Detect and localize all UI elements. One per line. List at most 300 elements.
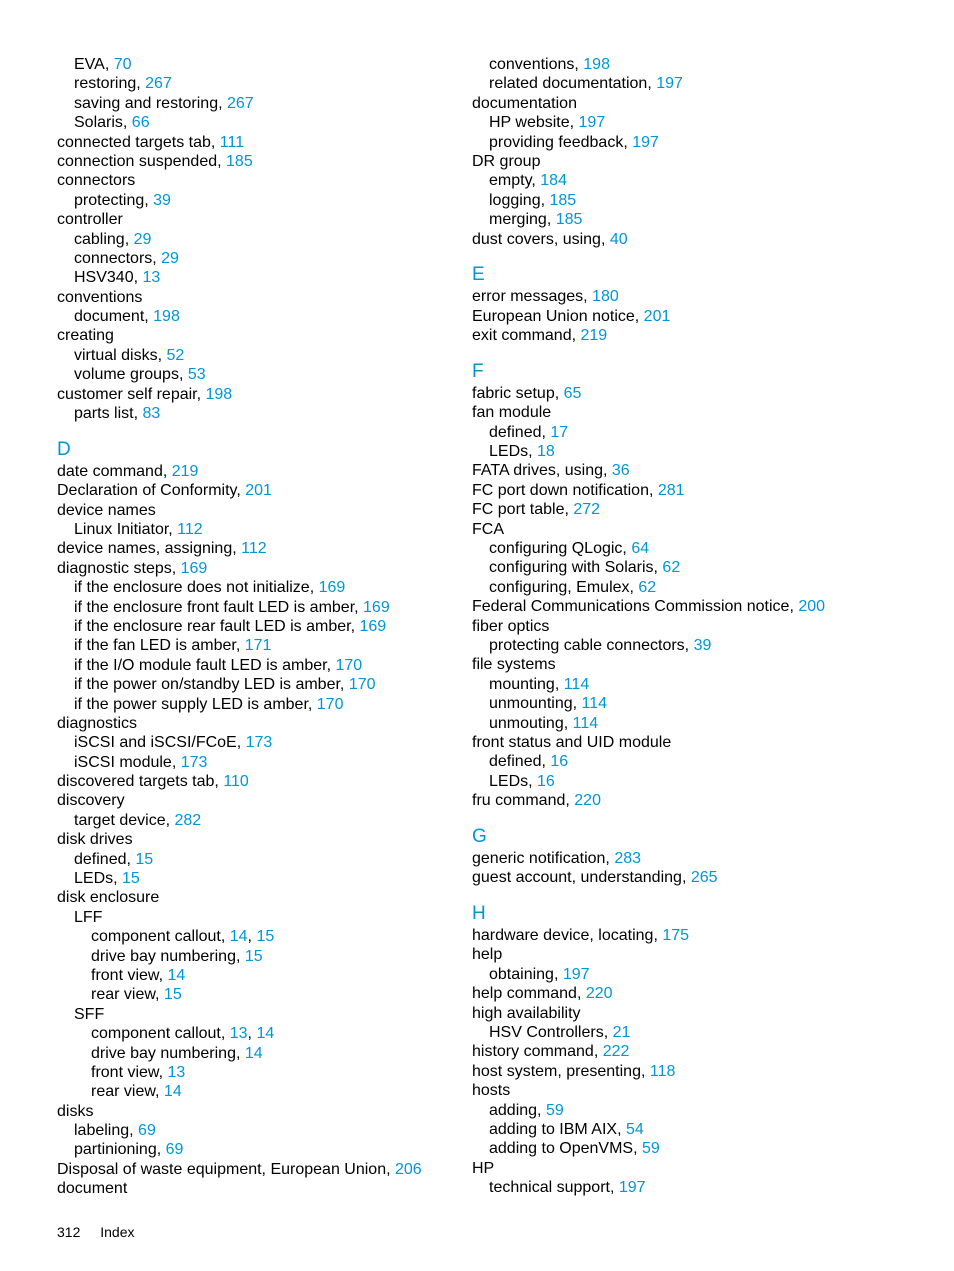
index-entry — [57, 1024, 457, 1043]
index-entry — [57, 288, 457, 307]
index-entry — [472, 403, 892, 422]
index-page-link[interactable]: 69 — [165, 1141, 184, 1159]
index-entry — [57, 578, 457, 597]
index-page-link[interactable]: 114 — [572, 714, 599, 732]
index-separator: , — [603, 1023, 613, 1041]
index-entry — [57, 772, 457, 791]
index-term: target device — [74, 811, 166, 829]
index-page-link[interactable]: 14 — [244, 1044, 263, 1062]
index-page-link[interactable]: 64 — [631, 539, 650, 557]
index-separator: , — [563, 714, 573, 732]
index-separator: , — [210, 133, 220, 151]
index-term: adding to IBM AIX — [489, 1120, 618, 1138]
index-entry — [57, 249, 457, 268]
index-page-link[interactable]: 219 — [171, 462, 199, 480]
index-separator: , — [235, 947, 245, 965]
index-page-link[interactable]: 185 — [555, 211, 583, 229]
index-separator: , — [326, 656, 336, 674]
index-term: HSV340 — [74, 269, 134, 287]
index-separator: , — [609, 1179, 619, 1197]
index-entry — [57, 326, 457, 345]
index-entry — [57, 1160, 457, 1179]
index-page-link[interactable]: 13 — [229, 1025, 248, 1043]
index-term: adding to OpenVMS — [489, 1140, 634, 1158]
index-page-link[interactable]: 17 — [550, 423, 569, 441]
index-term: diagnostic steps — [57, 559, 172, 577]
index-term: document — [74, 308, 145, 326]
index-page-link[interactable]: 16 — [537, 772, 555, 790]
index-term: high availability — [472, 1004, 581, 1022]
index-page-link[interactable]: 14 — [256, 1025, 275, 1043]
index-term: fabric setup — [472, 384, 555, 402]
index-separator: , — [307, 695, 317, 713]
index-separator: , — [684, 636, 694, 654]
index-separator: , — [541, 423, 551, 441]
index-term: diagnostics — [57, 714, 138, 732]
index-term: providing feedback — [489, 133, 624, 151]
index-separator: , — [554, 675, 564, 693]
index-entry — [57, 811, 457, 830]
index-entry — [57, 636, 457, 655]
index-entry — [472, 210, 892, 229]
index-separator: , — [583, 288, 593, 306]
index-term: DR group — [472, 152, 541, 170]
index-entry — [57, 152, 457, 171]
index-separator: , — [531, 172, 541, 190]
index-term: adding — [489, 1101, 538, 1119]
index-term: file systems — [472, 656, 556, 674]
index-term: device names, assigning — [57, 540, 233, 558]
index-separator: , — [681, 869, 691, 887]
index-separator: , — [162, 462, 172, 480]
index-page-link[interactable]: 54 — [625, 1120, 644, 1138]
index-term: fiber optics — [472, 617, 550, 635]
index-separator: , — [309, 579, 319, 597]
index-term: Declaration of Conformity — [57, 482, 237, 500]
index-page-link[interactable]: 111 — [219, 133, 245, 151]
index-page-link[interactable]: 14 — [163, 1083, 182, 1101]
index-page-link[interactable]: 206 — [394, 1160, 422, 1178]
index-page-link[interactable]: 114 — [581, 695, 608, 713]
index-page-link[interactable]: 175 — [662, 927, 690, 945]
index-letter-heading-h: H — [472, 903, 486, 925]
index-page-link[interactable]: 272 — [573, 501, 601, 519]
index-term: customer self repair — [57, 385, 197, 403]
index-term: hosts — [472, 1082, 511, 1100]
index-entry — [57, 520, 457, 539]
index-separator: , — [622, 539, 632, 557]
index-term: volume groups — [74, 366, 179, 384]
index-page-link[interactable]: 170 — [348, 676, 376, 694]
index-page-link[interactable]: 184 — [540, 172, 567, 190]
index-separator: , — [633, 1140, 642, 1158]
index-page-link[interactable]: 197 — [656, 75, 683, 93]
index-separator: , — [653, 559, 663, 577]
index-page-link[interactable]: 83 — [142, 405, 161, 423]
index-page-link[interactable]: 114 — [563, 675, 590, 693]
index-entry — [57, 598, 457, 617]
index-separator: , — [218, 94, 227, 112]
index-term: date command — [57, 462, 163, 480]
index-term: device names — [57, 501, 156, 519]
index-term: FATA drives, using — [472, 462, 604, 480]
index-term: documentation — [472, 94, 577, 112]
index-separator: , — [235, 637, 245, 655]
index-page-link[interactable]: 267 — [145, 75, 172, 93]
index-page-link[interactable]: 282 — [174, 811, 202, 829]
index-page-link[interactable]: 66 — [131, 114, 150, 132]
index-term: LEDs — [489, 443, 529, 461]
index-page-link[interactable]: 173 — [245, 734, 273, 752]
index-entry — [472, 945, 892, 964]
index-page-link[interactable]: 198 — [153, 308, 180, 326]
index-page-link[interactable]: 14 — [167, 966, 186, 984]
index-page-link[interactable]: 185 — [549, 191, 577, 209]
index-entry — [472, 520, 892, 539]
index-separator: , — [565, 792, 575, 810]
index-page-link[interactable]: 170 — [316, 695, 344, 713]
index-page-link[interactable]: 110 — [223, 773, 249, 791]
index-separator: , — [220, 1025, 230, 1043]
index-entry — [472, 230, 892, 249]
index-entry — [57, 210, 457, 229]
index-entry — [472, 926, 892, 945]
index-separator: , — [640, 1062, 650, 1080]
index-page-link[interactable]: 18 — [537, 443, 555, 461]
index-page-link[interactable]: 59 — [641, 1140, 660, 1158]
index-entry — [57, 74, 457, 93]
index-term: mounting — [489, 675, 555, 693]
index-entry — [472, 1062, 892, 1081]
index-entry — [57, 539, 457, 558]
index-page-link[interactable]: 15 — [122, 870, 140, 888]
index-separator: , — [236, 734, 246, 752]
index-separator: , — [546, 211, 556, 229]
index-entry — [57, 908, 457, 927]
index-entry — [57, 869, 457, 888]
index-page-link[interactable]: 170 — [335, 656, 363, 674]
index-page-link[interactable]: 169 — [318, 579, 346, 597]
footer-section-title: Index — [100, 1224, 135, 1240]
index-page-link[interactable]: 220 — [574, 792, 601, 810]
index-page-link[interactable]: 197 — [562, 965, 590, 983]
index-entry — [57, 133, 457, 152]
index-page-link[interactable]: 220 — [585, 985, 613, 1003]
index-term: Linux Initiator — [74, 520, 169, 538]
index-term: fan module — [472, 404, 552, 422]
index-separator: , — [564, 501, 574, 519]
index-entry — [57, 850, 457, 869]
index-page-link[interactable]: 185 — [226, 152, 253, 170]
index-page-link[interactable]: 197 — [632, 133, 659, 151]
index-entry — [57, 1140, 457, 1159]
index-page-link[interactable]: 39 — [153, 191, 171, 209]
index-page-link[interactable]: 15 — [244, 947, 263, 965]
index-entry — [472, 133, 892, 152]
index-term: HP website — [489, 114, 570, 132]
index-term: conventions — [489, 56, 575, 73]
index-page-link[interactable]: 59 — [545, 1101, 564, 1119]
index-page-link[interactable]: 201 — [245, 482, 272, 500]
index-entry — [472, 1004, 892, 1023]
index-term: technical support — [489, 1179, 610, 1197]
index-page-link[interactable]: 118 — [649, 1062, 676, 1080]
index-page-link[interactable]: 21 — [612, 1023, 631, 1041]
index-term: creating — [57, 327, 114, 345]
index-separator: , — [165, 811, 175, 829]
index-page-link[interactable]: 15 — [163, 986, 182, 1004]
index-letter-heading-f: F — [472, 360, 484, 382]
index-page-link[interactable]: 112 — [177, 520, 203, 538]
index-term: Solaris — [74, 114, 123, 132]
index-separator: , — [133, 269, 143, 287]
index-page-link[interactable]: 169 — [363, 598, 390, 616]
index-entry — [472, 752, 892, 771]
index-term: if the fan LED is amber — [74, 637, 236, 655]
index-separator: , — [528, 772, 538, 790]
index-term: hardware device, locating — [472, 927, 654, 945]
index-page-link[interactable]: 197 — [578, 114, 606, 132]
index-term: disks — [57, 1102, 94, 1120]
index-entry — [472, 152, 892, 171]
index-page-link[interactable]: 219 — [580, 327, 608, 345]
index-separator: , — [647, 75, 657, 93]
index-page-link[interactable]: 171 — [244, 637, 272, 655]
index-term: configuring with Solaris — [489, 559, 654, 577]
index-page-link[interactable]: 14 — [229, 928, 248, 946]
index-separator: , — [104, 56, 114, 73]
index-term: related documentation — [489, 75, 648, 93]
index-term: drive bay numbering — [91, 947, 236, 965]
index-term: LEDs — [489, 772, 529, 790]
index-separator: , — [220, 928, 230, 946]
index-term: front view — [91, 1063, 159, 1081]
index-column-right — [472, 55, 892, 1197]
index-separator: , — [789, 598, 799, 616]
index-separator: , — [603, 462, 612, 480]
index-page-link[interactable]: 173 — [180, 753, 208, 771]
index-page-link[interactable]: 222 — [602, 1043, 630, 1061]
index-entry — [472, 307, 892, 326]
index-separator: , — [634, 307, 644, 325]
index-term: guest account, understanding — [472, 869, 682, 887]
index-term: parts list — [74, 405, 134, 423]
index-term: history command — [472, 1043, 594, 1061]
index-term: help — [472, 946, 503, 964]
index-entry — [57, 365, 457, 384]
index-separator: , — [156, 1141, 166, 1159]
index-term: if the enclosure does not initialize — [74, 579, 310, 597]
index-entry — [57, 346, 457, 365]
index-entry — [472, 287, 892, 306]
index-entry — [57, 1044, 457, 1063]
index-separator: , — [236, 482, 246, 500]
index-letter-heading-g: G — [472, 825, 487, 847]
index-page-link[interactable]: 62 — [638, 578, 657, 596]
index-entry — [57, 947, 457, 966]
index-separator: , — [152, 249, 162, 267]
index-page-link[interactable]: 15 — [135, 850, 154, 868]
index-separator: , — [528, 443, 538, 461]
index-term: fru command — [472, 792, 566, 810]
index-term: merging — [489, 211, 547, 229]
index-term: FCA — [472, 520, 504, 538]
index-page-link[interactable]: 29 — [133, 230, 152, 248]
index-term: defined — [489, 753, 542, 771]
index-term: partinioning — [74, 1141, 157, 1159]
index-term: help command — [472, 985, 577, 1003]
index-separator: , — [155, 1083, 164, 1101]
index-term: labeling — [74, 1122, 130, 1140]
index-page-link[interactable]: 15 — [256, 928, 275, 946]
index-page-link[interactable]: 265 — [690, 869, 718, 887]
index-page-link[interactable]: 112 — [241, 540, 267, 558]
index-entry — [472, 1101, 892, 1120]
index-separator: , — [122, 114, 132, 132]
index-separator: , — [157, 346, 167, 364]
index-term: if the power on/standby LED is amber — [74, 676, 340, 694]
index-entry — [472, 461, 892, 480]
index-term: dust covers, using — [472, 230, 601, 248]
index-term: virtual disks — [74, 346, 158, 364]
index-entry — [472, 868, 892, 887]
index-separator: , — [617, 1120, 626, 1138]
index-entry — [57, 966, 457, 985]
index-term: controller — [57, 211, 123, 229]
index-term: discovered targets tab — [57, 773, 215, 791]
index-term: iSCSI module — [74, 753, 172, 771]
index-entry — [57, 714, 457, 733]
index-entry — [472, 113, 892, 132]
index-page-link[interactable]: 197 — [618, 1179, 646, 1197]
index-term: protecting cable connectors — [489, 636, 685, 654]
index-page-link[interactable]: 180 — [592, 288, 619, 306]
index-term: discovery — [57, 792, 125, 810]
index-entry — [57, 55, 457, 74]
index-term: configuring QLogic — [489, 539, 623, 557]
index-separator: , — [155, 986, 164, 1004]
index-term: FC port table — [472, 501, 565, 519]
index-page-link[interactable]: 53 — [187, 366, 206, 384]
index-entry — [472, 539, 892, 558]
index-page-link[interactable]: 70 — [113, 56, 132, 73]
index-term: disk drives — [57, 831, 133, 849]
index-page-link[interactable]: 198 — [205, 385, 233, 403]
index-entry — [57, 385, 457, 404]
index-term: SFF — [74, 1005, 105, 1023]
index-entry — [472, 849, 892, 868]
index-page-link[interactable]: 200 — [798, 598, 826, 616]
index-page-link[interactable]: 267 — [226, 94, 254, 112]
index-separator: , — [541, 753, 551, 771]
index-entry — [57, 404, 457, 423]
index-separator: , — [129, 1122, 139, 1140]
index-entry — [472, 384, 892, 403]
index-page-link[interactable]: 169 — [359, 617, 387, 635]
index-entry — [472, 1120, 892, 1139]
index-entry — [472, 1023, 892, 1042]
index-separator: , — [571, 327, 581, 345]
index-term: if the power supply LED is amber — [74, 695, 308, 713]
index-separator: , — [178, 366, 188, 384]
index-entry — [472, 55, 892, 74]
index-term: rear view — [91, 986, 156, 1004]
index-separator: , — [572, 695, 582, 713]
index-term: Disposal of waste equipment, European Union — [57, 1160, 387, 1178]
index-page-link[interactable]: 62 — [662, 559, 681, 577]
index-entry — [57, 733, 457, 752]
index-separator: , — [623, 133, 633, 151]
index-entry — [57, 888, 457, 907]
index-separator: , — [600, 230, 610, 248]
index-entry — [57, 501, 457, 520]
index-term: empty — [489, 172, 532, 190]
index-page-link[interactable]: 198 — [583, 56, 610, 73]
index-page-link[interactable]: 283 — [614, 849, 642, 867]
index-page-link[interactable]: 29 — [161, 249, 179, 267]
index-entry — [472, 442, 892, 461]
index-separator: , — [648, 481, 658, 499]
index-page-link[interactable]: 169 — [180, 559, 208, 577]
index-separator: , — [126, 850, 136, 868]
index-term: restoring — [74, 75, 137, 93]
index-page-link[interactable]: 16 — [550, 753, 569, 771]
index-term: protecting — [74, 191, 145, 209]
index-separator: , — [214, 773, 224, 791]
index-separator: , — [171, 559, 181, 577]
index-page-link[interactable]: 201 — [643, 307, 671, 325]
index-page-link[interactable]: 52 — [166, 346, 185, 364]
index-separator: , — [196, 385, 206, 403]
index-entry — [472, 481, 892, 500]
index-entry — [472, 733, 892, 752]
index-entry — [472, 1139, 892, 1158]
index-separator: , — [350, 617, 360, 635]
index-separator: , — [247, 1025, 257, 1043]
index-page-link[interactable]: 36 — [611, 462, 630, 480]
index-page-link[interactable]: 13 — [167, 1063, 186, 1081]
index-entry — [472, 171, 892, 190]
index-term: configuring, Emulex — [489, 578, 630, 596]
index-entry — [57, 481, 457, 500]
index-entry — [472, 597, 892, 616]
index-term: European Union notice — [472, 307, 635, 325]
index-page-link[interactable]: 65 — [563, 384, 582, 402]
index-page-link[interactable]: 281 — [657, 481, 685, 499]
index-separator: , — [232, 540, 242, 558]
index-page-link[interactable]: 69 — [138, 1122, 156, 1140]
index-page-link[interactable]: 39 — [693, 636, 712, 654]
index-entry — [472, 1081, 892, 1100]
index-term: EVA — [74, 56, 105, 73]
index-entry — [57, 1063, 457, 1082]
index-separator: , — [605, 849, 615, 867]
index-entry — [472, 558, 892, 577]
index-page-link[interactable]: 13 — [142, 269, 161, 287]
index-separator: , — [339, 676, 349, 694]
index-term: if the enclosure rear fault LED is amber — [74, 617, 351, 635]
index-entry — [472, 326, 892, 345]
index-entry — [472, 636, 892, 655]
index-entry — [57, 830, 457, 849]
index-entry — [57, 191, 457, 210]
index-entry — [472, 1159, 892, 1178]
index-page-link[interactable]: 40 — [609, 230, 628, 248]
index-term: connectors — [74, 249, 153, 267]
index-entry — [57, 1102, 457, 1121]
index-separator: , — [537, 1101, 546, 1119]
index-column-left — [57, 55, 457, 1199]
